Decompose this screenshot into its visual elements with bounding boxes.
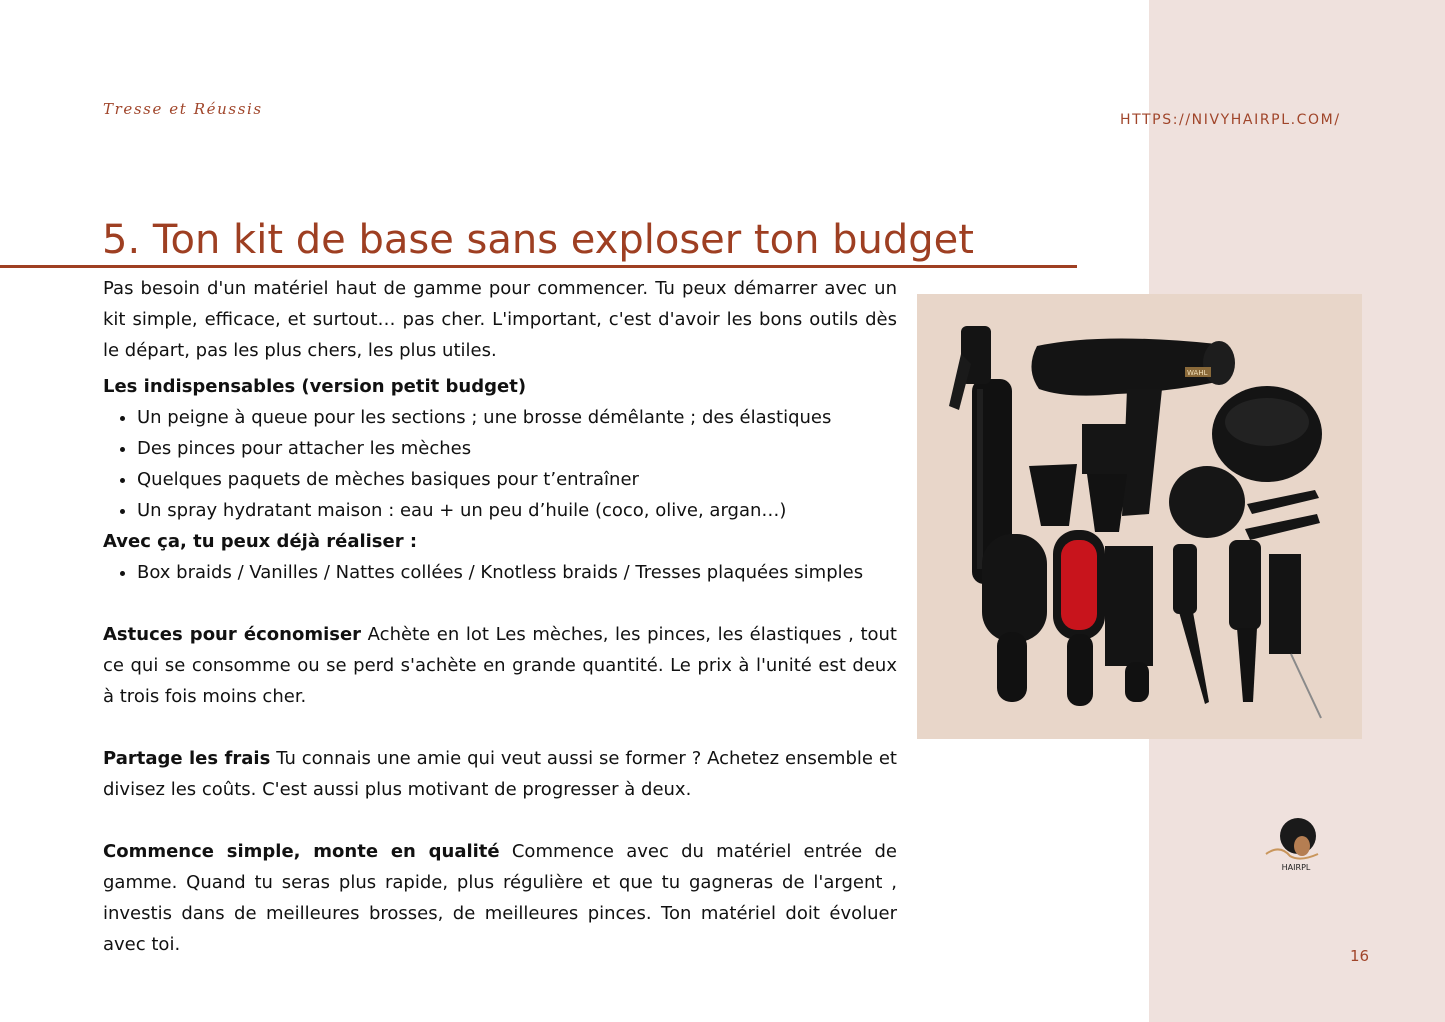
website-url[interactable]: HTTPS://NIVYHAIRPL.COM/ (1120, 112, 1341, 128)
brand-logo (1260, 814, 1330, 874)
list-item: • Quelques paquets de mèches basiques pour t’entraîner (137, 464, 897, 495)
title-underline (0, 265, 1077, 268)
svg-text:WAHL: WAHL (1187, 369, 1208, 377)
tip-paragraph-share: Partage les frais Tu connais une amie qui veut aussi se former ? Achetez ensemble et divisez les coûts. C'est aussi plus motivant de progresser à deux. (103, 748, 897, 800)
list-item: • Box braids / Vanilles / Nattes collées / Knotless braids / Tresses plaquées simples (137, 557, 897, 588)
list-item: • Un spray hydratant maison : eau + un peu d’huile (coco, olive, argan…) (137, 495, 897, 526)
spacer (103, 805, 897, 836)
styles-list (103, 557, 897, 588)
essentials-heading: Les indispensables (version petit budget) (103, 376, 527, 397)
list-item: • Un peigne à queue pour les sections ; une brosse démêlante ; des élastiques (137, 402, 897, 433)
tip-paragraph-quality: Commence simple, monte en qualité Commence avec du matériel entrée de gamme. Quand tu seras plus rapide, plus régulière et que tu gagneras de l'argent , investis dans de meilleures brosses, de meilleures pinces. Ton matériel doit évoluer avec toi. (103, 841, 897, 955)
spacer (103, 712, 897, 743)
styles-heading: Avec ça, tu peux déjà réaliser : (103, 531, 418, 552)
svg-text:HAIRPL: HAIRPL (1281, 863, 1311, 872)
spacer (103, 588, 897, 619)
scrunchie-icon (1169, 466, 1245, 538)
main-content (103, 273, 897, 960)
diffuser-icon (1212, 386, 1322, 482)
list-item: • Des pinces pour attacher les mèches (137, 433, 897, 464)
essentials-list (103, 402, 897, 526)
intro-paragraph: Pas besoin d'un matériel haut de gamme pour commencer. Tu peux démarrer avec un kit simple, efficace, et surtout… pas cher. L'important, c'est d'avoir les bons outils dès le départ, pas les plus chers, les plus utiles. (103, 278, 897, 361)
brand-name: Tresse et Réussis (103, 100, 263, 118)
page-title: 5. Ton kit de base sans exploser ton budget (102, 217, 974, 263)
hair-tools-photo (917, 294, 1362, 739)
page-number: 16 (1350, 947, 1370, 965)
tip-paragraph-save: Astuces pour économiser Achète en lot Les mèches, les pinces, les élastiques , tout ce qui se consomme ou se perd s'achète en grande quantité. Le prix à l'unité est deux à trois fois moins cher. (103, 624, 897, 707)
